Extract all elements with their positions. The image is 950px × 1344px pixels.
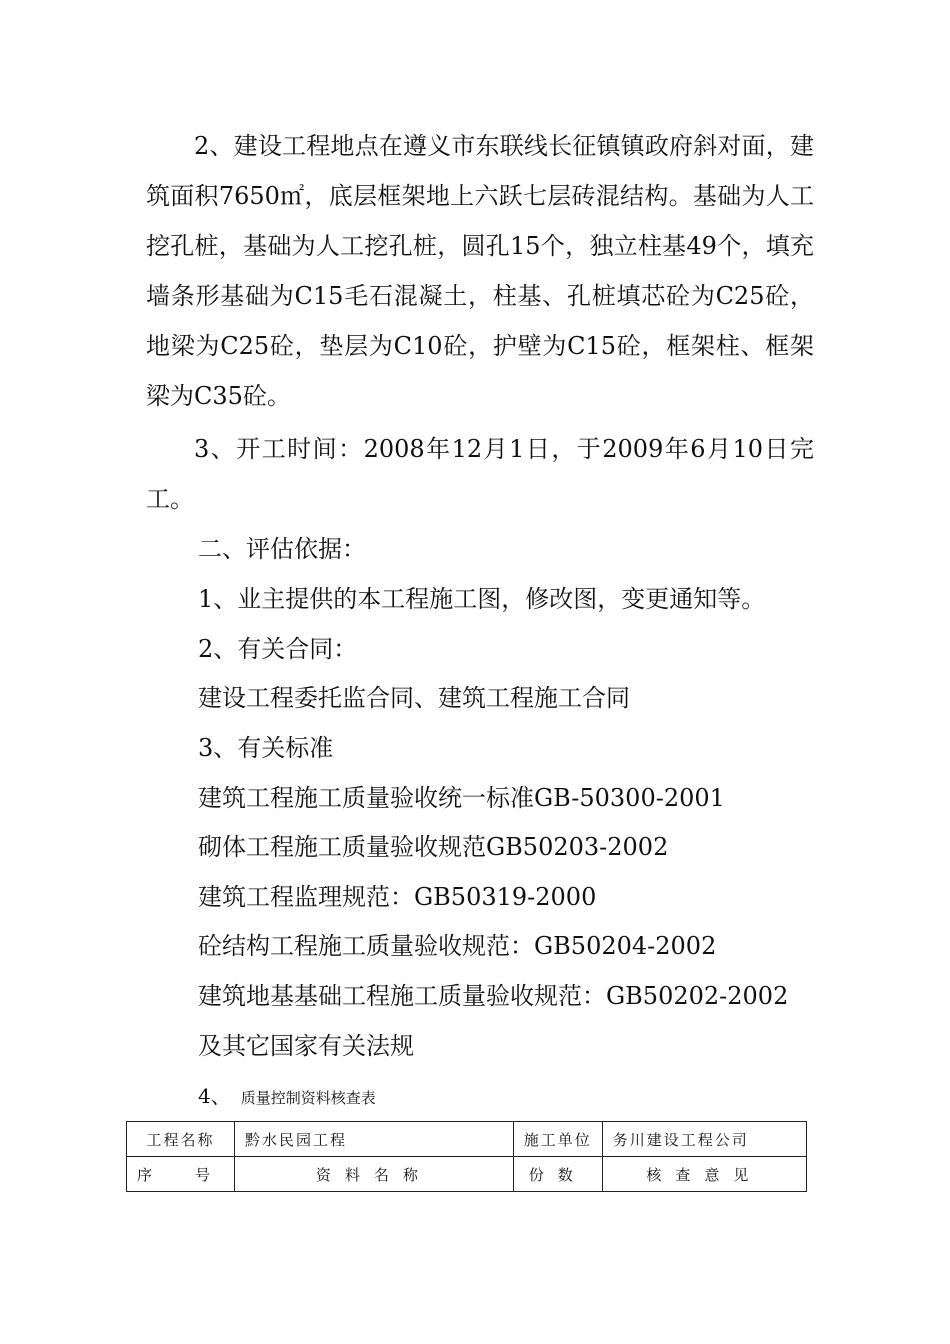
column-header-seq: 序 号 xyxy=(127,1157,235,1192)
other-regulations: 及其它国家有关法规 xyxy=(198,1032,414,1060)
standard-item: 砌体工程施工质量验收规范GB50203-2002 xyxy=(198,833,669,861)
column-header-name: 资料名称 xyxy=(235,1157,514,1192)
project-name-value: 黔水民园工程 xyxy=(235,1122,514,1157)
standard-item: 建筑工程监理规范：GB50319-2000 xyxy=(198,883,597,911)
section-heading-basis: 二、评估依据： xyxy=(198,535,366,563)
paragraph-site-info: 2、建设工程地点在遵义市东联线长征镇镇政府斜对面，建筑面积7650㎡，底层框架地上六跃七层砖混结构。基础为人工挖孔桩，基础为人工挖孔桩，圆孔15个，独立柱基49个，填充墙条形基础为C15毛石混凝土，柱基、孔桩填芯砼为C25砼，地梁为C25砼，垫层为C10砼，护壁为C15砼，框架柱、框架梁为C35砼。 xyxy=(146,132,814,410)
caption-number: 4、 xyxy=(198,1084,231,1108)
builder-value: 务川建设工程公司 xyxy=(602,1122,806,1157)
basis-item-standards: 3、有关标准 xyxy=(198,734,334,762)
table-caption xyxy=(198,1084,376,1110)
caption-text: 质量控制资料核查表 xyxy=(240,1089,376,1107)
standard-item: 砼结构工程施工质量验收规范：GB50204-2002 xyxy=(198,932,717,960)
column-header-opinion: 核查意见 xyxy=(602,1157,806,1192)
standard-item: 建筑地基基础工程施工质量验收规范：GB50202-2002 xyxy=(198,982,789,1010)
basis-item-contracts: 2、有关合同： xyxy=(198,635,358,663)
project-name-label: 工程名称 xyxy=(127,1122,235,1157)
table-row xyxy=(127,1122,807,1157)
contract-list: 建设工程委托监合同、建筑工程施工合同 xyxy=(198,684,630,712)
quality-check-table xyxy=(126,1121,807,1192)
builder-label: 施工单位 xyxy=(513,1122,602,1157)
basis-item-drawings: 1、业主提供的本工程施工图，修改图，变更通知等。 xyxy=(198,585,766,613)
column-header-copies: 份数 xyxy=(513,1157,602,1192)
table-row xyxy=(127,1157,807,1192)
standard-item: 建筑工程施工质量验收统一标准GB-50300-2001 xyxy=(198,784,725,812)
paragraph-schedule: 3、开工时间：2008年12月1日，于2009年6月10日完工。 xyxy=(146,435,814,513)
